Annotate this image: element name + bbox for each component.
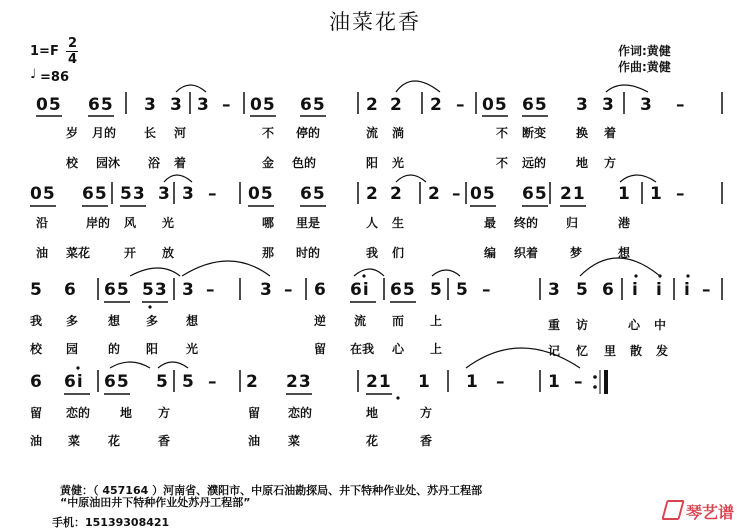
note-group: 6	[30, 372, 43, 392]
piano-logo-icon	[661, 500, 684, 520]
lyric: 香	[158, 434, 171, 448]
note-group: 21	[366, 372, 392, 392]
lyric: 我	[366, 246, 379, 260]
note-group: 1	[650, 184, 663, 204]
lyric: 想	[186, 314, 199, 328]
note-group: i	[656, 280, 663, 300]
note-group: 3	[197, 95, 210, 115]
note-group: 2	[428, 184, 441, 204]
note-group: 5	[182, 372, 195, 392]
note-group: 05	[36, 95, 62, 115]
tempo-marking: =86	[40, 70, 69, 85]
repeat-dots	[593, 375, 597, 389]
lyric: 散	[630, 344, 643, 358]
note-group: 6i	[64, 372, 84, 392]
note-group: 2	[246, 372, 259, 392]
note-group: 5	[30, 280, 43, 300]
lyric: 哪	[262, 216, 275, 230]
lyric: 梦	[570, 246, 583, 260]
lyric: 发	[656, 344, 669, 358]
lyric: 想	[108, 314, 121, 328]
note-group: 65	[300, 184, 326, 204]
note-group: 65	[522, 184, 548, 204]
note-group: 1	[418, 372, 431, 392]
note-group: 05	[250, 95, 276, 115]
lyric: 心	[628, 318, 641, 332]
lyric: 时的	[296, 246, 321, 260]
note-group: 65	[522, 95, 548, 115]
lyric: 地	[120, 406, 133, 420]
lyric: 记	[548, 344, 561, 358]
song-title: 油菜花香	[329, 10, 421, 34]
note-group: 6i	[350, 280, 370, 300]
lyric: 不	[496, 126, 509, 140]
note-group: 1	[466, 372, 479, 392]
note-group: –	[574, 372, 584, 392]
lyricist-credit: 作词:黄健	[618, 44, 671, 58]
note-group: 3	[158, 184, 171, 204]
lyric: 菜	[68, 434, 81, 448]
note-group: 5	[576, 280, 589, 300]
lyric: 校	[30, 342, 43, 356]
lyric: 生	[392, 216, 405, 230]
note-group: i	[632, 280, 639, 300]
lyric: 河	[174, 126, 187, 140]
note-group: 23	[286, 372, 312, 392]
note-group: 65	[300, 95, 326, 115]
lyric: 方	[604, 156, 617, 170]
lyric: 着	[604, 126, 617, 140]
lyric: 方	[420, 406, 433, 420]
lyric: 人	[366, 216, 379, 230]
brand-name: 琴艺谱	[686, 503, 735, 522]
lyric: 阳	[146, 342, 159, 356]
note-group: 65	[82, 184, 108, 204]
note-group: 53	[142, 280, 168, 300]
lyric: 那	[262, 246, 275, 260]
time-signature-denominator: 4	[68, 52, 78, 67]
note-group: –	[284, 280, 294, 300]
lyric: 多	[66, 314, 79, 328]
bar-lines	[98, 92, 722, 394]
lyric: 香	[420, 434, 433, 448]
lyric: 光	[186, 342, 199, 356]
note-group: 3	[144, 95, 157, 115]
note-group: 65	[104, 280, 130, 300]
note-group: –	[206, 280, 216, 300]
note-group: –	[496, 372, 506, 392]
lyric: 上	[430, 314, 443, 328]
note-group: 3	[182, 184, 195, 204]
lyric: 浴	[148, 156, 161, 170]
lyric: 方	[158, 406, 171, 420]
lyric: 重	[548, 318, 561, 332]
note-group: 2	[390, 95, 403, 115]
author-phone: 手机：15139308421	[52, 516, 170, 529]
lyric: 沿	[36, 216, 49, 230]
author-address: 黄健：（ 457164 ）河南省、濮阳市、中原石油勘探局、井下特种作业处、苏丹工程部	[60, 484, 483, 497]
lyric: 们	[392, 246, 405, 260]
note-group: –	[208, 372, 218, 392]
lyric: 花	[366, 434, 379, 448]
lyric: 着	[174, 156, 187, 170]
lyric: 想	[618, 246, 631, 260]
lyric: 织着	[514, 246, 539, 260]
site-watermark	[664, 500, 734, 523]
lyric: 的	[108, 342, 121, 356]
lyric: 不	[262, 126, 275, 140]
note-group: 1	[618, 184, 631, 204]
lyric: 放	[162, 246, 175, 260]
note-group: 5	[430, 280, 443, 300]
note-group: 2	[430, 95, 443, 115]
note-group: 3	[170, 95, 183, 115]
lyric: 访	[576, 318, 589, 332]
lyric: 港	[618, 216, 631, 230]
lyric: 中	[654, 318, 667, 332]
lyric: 园	[66, 342, 79, 356]
note-group: –	[702, 280, 712, 300]
note-group: 05	[482, 95, 508, 115]
lyric: 留	[314, 342, 327, 356]
note-group: 6	[314, 280, 327, 300]
note-group: 3	[260, 280, 273, 300]
lyric: 月的	[92, 126, 117, 140]
note-group: i	[684, 280, 691, 300]
lyric: 最	[484, 216, 497, 230]
lyric: 归	[566, 216, 579, 230]
lyric: 菜花	[66, 246, 91, 260]
note-group: 2	[366, 95, 379, 115]
lyric: 阳	[366, 156, 379, 170]
lyric: 在我	[350, 342, 375, 356]
note-group: 05	[30, 184, 56, 204]
lyric: 逆	[314, 314, 327, 328]
key-signature: 1=F	[30, 44, 59, 59]
lyric: 停的	[296, 126, 321, 140]
lyric: 岁	[66, 126, 79, 140]
lyric: 流	[354, 314, 367, 328]
lyric: 色的	[292, 156, 317, 170]
lyric: 校	[66, 156, 79, 170]
lyric: 换	[576, 126, 589, 140]
note-group: 2	[366, 184, 379, 204]
composer-credit: 作曲:黄健	[618, 60, 671, 74]
lyric: 而	[392, 314, 405, 328]
note-group: 5	[456, 280, 469, 300]
author-workplace: “中原油田井下特种作业处苏丹工程部”	[60, 496, 251, 509]
note-icon: ♩	[30, 67, 37, 82]
lyric: 流	[366, 126, 379, 140]
note-group: 2	[390, 184, 403, 204]
note-group: 65	[104, 372, 130, 392]
octave-dots	[76, 274, 689, 399]
lyric: 不	[496, 156, 509, 170]
note-group: 1	[548, 372, 561, 392]
note-group: 3	[576, 95, 589, 115]
note-group: 65	[390, 280, 416, 300]
note-group: 6	[64, 280, 77, 300]
note-group: 3	[602, 95, 615, 115]
note-group: 53	[120, 184, 146, 204]
lyric: 远的	[522, 156, 547, 170]
note-group: –	[676, 184, 686, 204]
note-group: 05	[248, 184, 274, 204]
lyric: 留	[30, 406, 43, 420]
lyric: 地	[576, 156, 589, 170]
note-group: –	[208, 184, 218, 204]
lyric: 编	[484, 246, 497, 260]
lyric: 终的	[514, 216, 539, 230]
note-group: 65	[88, 95, 114, 115]
beam-underlines	[30, 116, 589, 394]
lyric: 油	[248, 434, 261, 448]
note-group: 3	[182, 280, 195, 300]
note-group: 05	[470, 184, 496, 204]
lyric: 金	[262, 156, 275, 170]
time-signature-numerator: 2	[68, 36, 78, 51]
note-group: 3	[548, 280, 561, 300]
note-group: –	[676, 95, 686, 115]
lyric: 忆	[576, 344, 589, 358]
lyric: 油	[30, 434, 43, 448]
lyric: 上	[430, 342, 443, 356]
note-group: 5	[156, 372, 169, 392]
lyric: 里是	[296, 216, 321, 230]
lyric: 心	[392, 342, 405, 356]
lyric: 光	[162, 216, 175, 230]
lyric: 多	[146, 314, 159, 328]
lyric: 光	[392, 156, 405, 170]
lyric: 花	[108, 434, 121, 448]
lyric: 长	[144, 126, 157, 140]
lyric: 地	[366, 406, 379, 420]
lyric: 留	[248, 406, 261, 420]
lyric: 里	[604, 344, 617, 358]
lyric: 风	[124, 216, 137, 230]
lyric: 岸的	[86, 216, 111, 230]
note-group: 3	[640, 95, 653, 115]
lyric: 菜	[288, 434, 301, 448]
lyric: 油	[36, 246, 49, 260]
note-group: –	[222, 95, 232, 115]
lyric: 开	[124, 246, 137, 260]
lyric: 断变	[522, 126, 547, 140]
lyric: 恋的	[66, 406, 91, 420]
note-group: –	[456, 95, 466, 115]
lyric: 恋的	[288, 406, 313, 420]
note-group: –	[452, 184, 462, 204]
note-group: –	[482, 280, 492, 300]
note-group: 6	[602, 280, 615, 300]
lyric: 我	[30, 314, 43, 328]
note-group: 21	[560, 184, 586, 204]
lyric: 园沐	[96, 156, 121, 170]
slurs	[110, 81, 660, 368]
lyric: 淌	[392, 126, 405, 140]
